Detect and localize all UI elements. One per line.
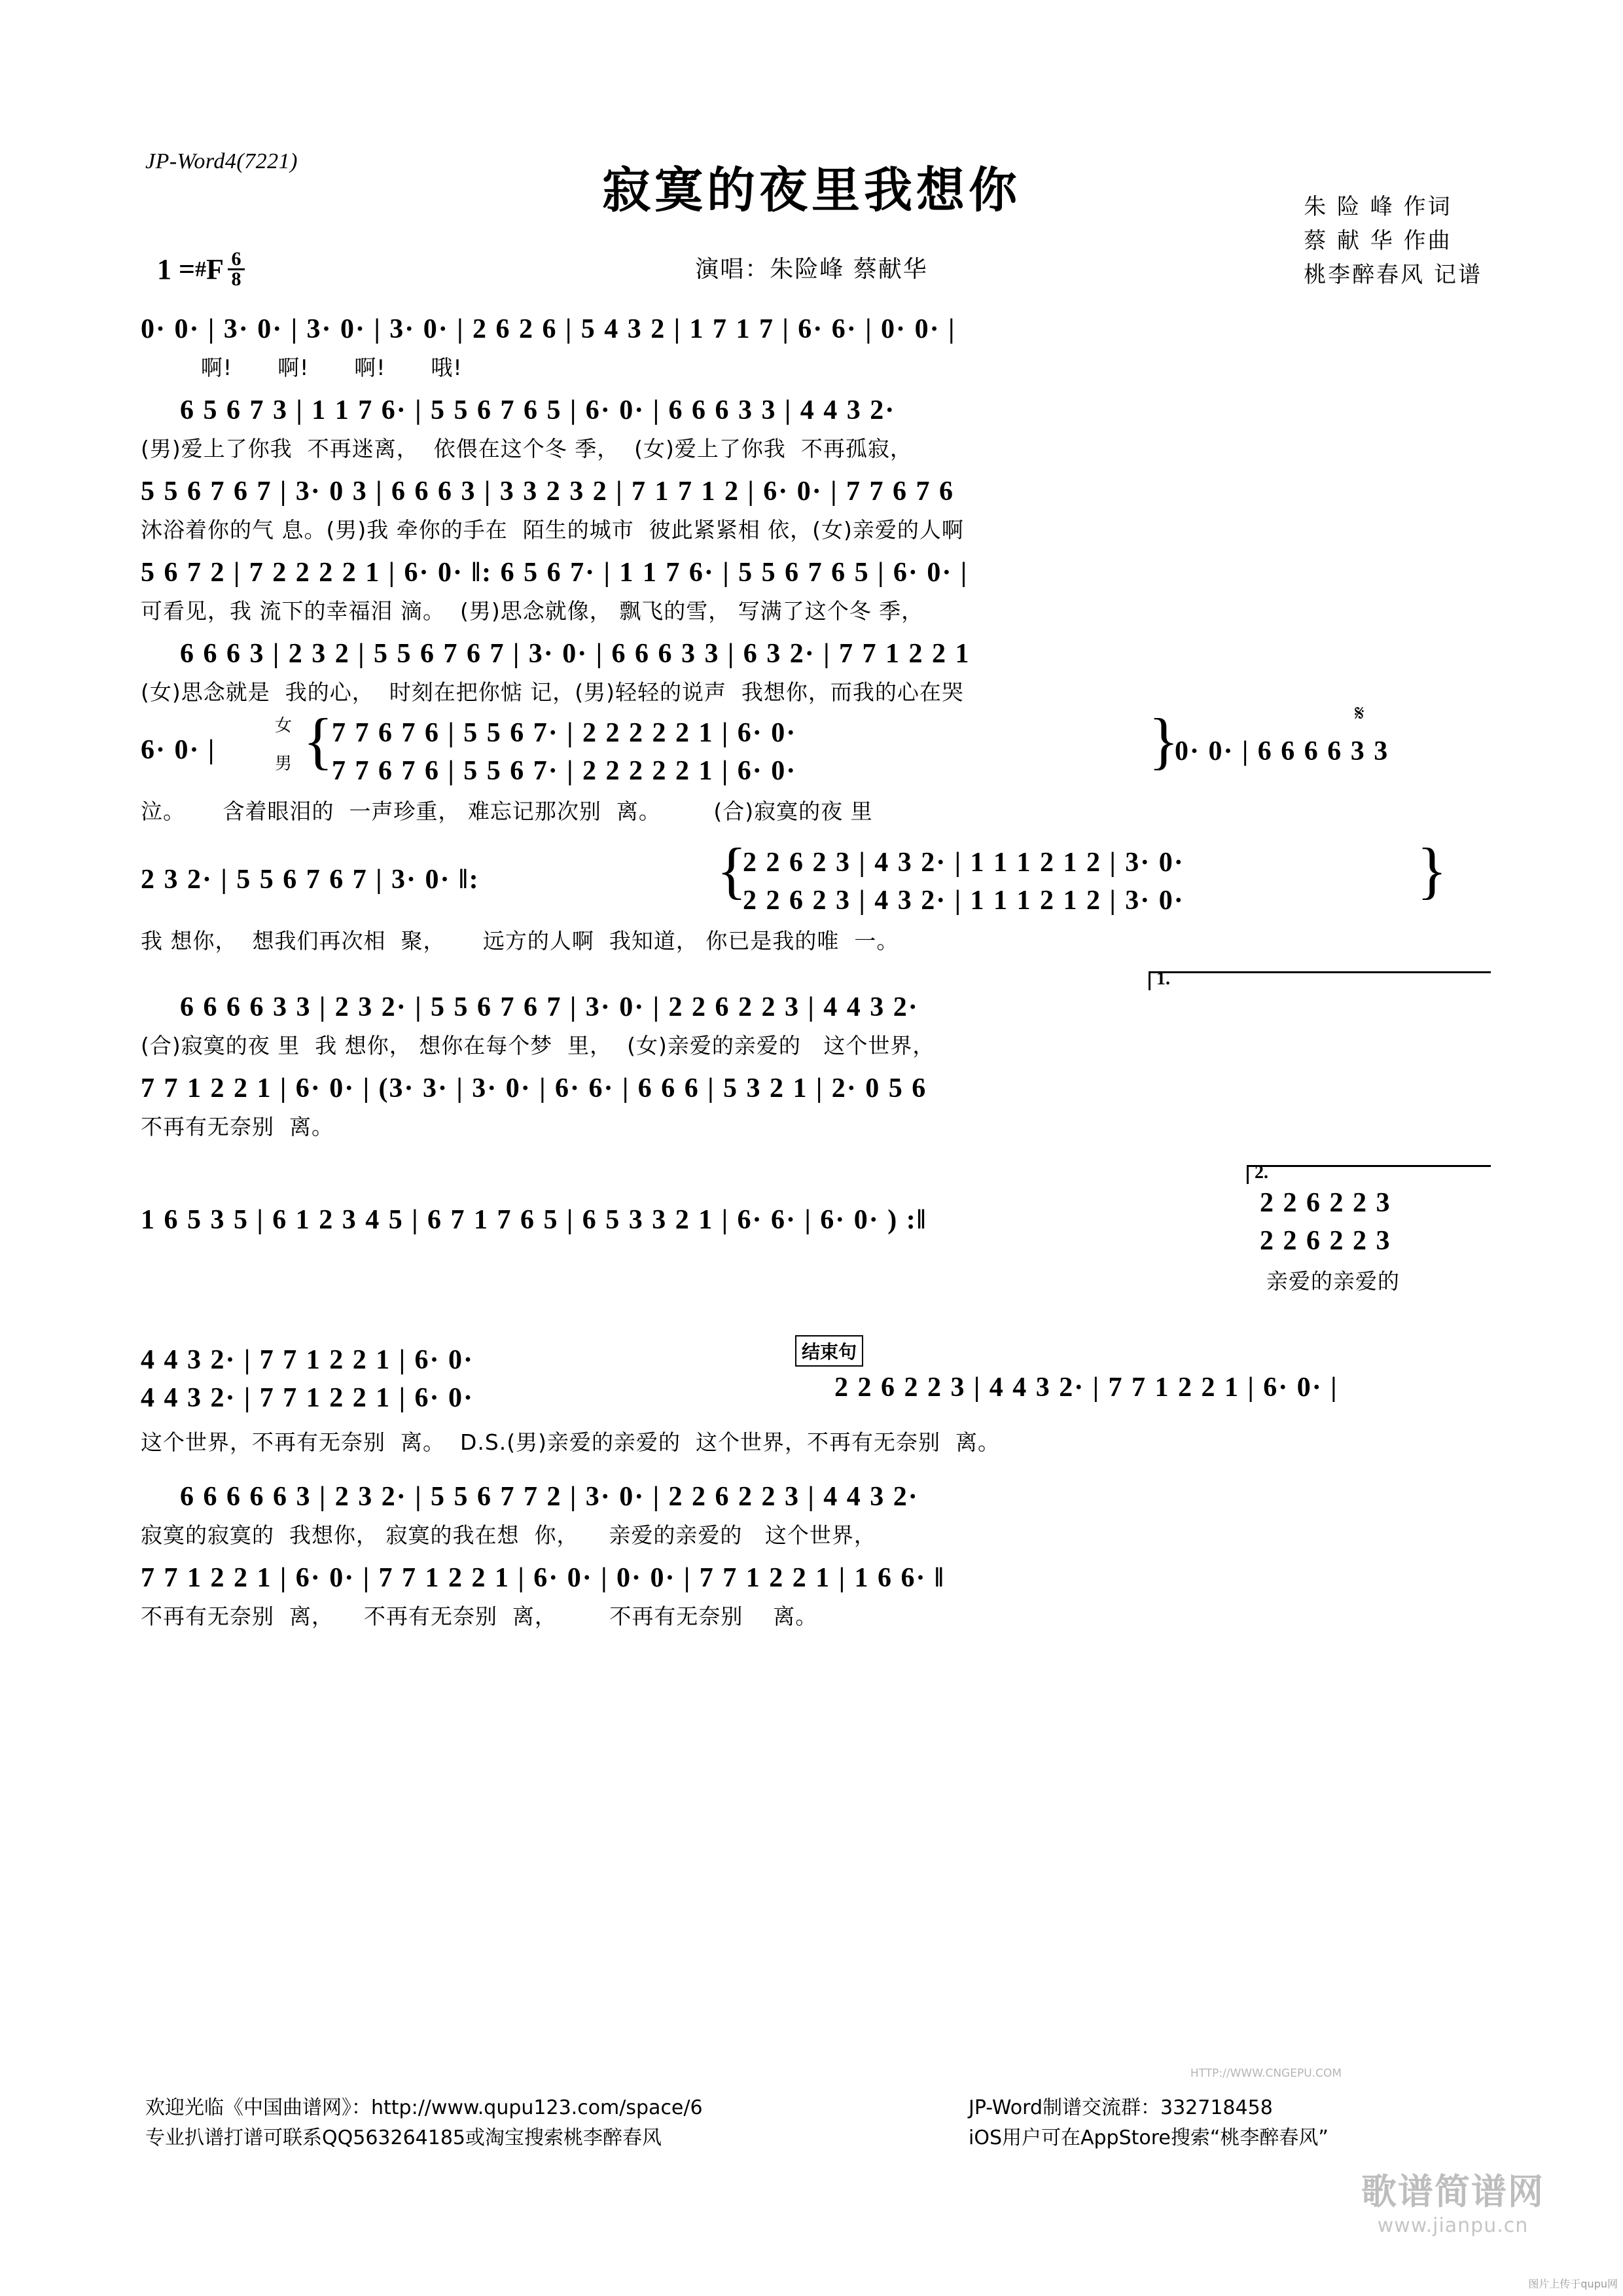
score-system-12 [141, 1475, 1486, 1552]
notation-row: 5 6 7 2 | 7 2 2 2 2 1 | 6· 0· ‖: 6 5 6 7· | 1 1 7 6· | 5 5 6 7 6 5 | 6· 0· | [141, 558, 969, 588]
role-label-male: 男 [275, 754, 293, 774]
first-ending-label: 1. [1156, 969, 1170, 989]
brace-close-icon: } [1149, 706, 1179, 776]
notation-suffix: 0· 0· | 6 6 6 6 3 3 [1175, 736, 1389, 766]
lyric-row: 不再有无奈别 离， 不再有无奈别 离， 不再有无奈别 离。 [141, 1604, 818, 1629]
notation-row: 6 6 6 6 3 3 | 2 3 2· | 5 5 6 7 6 7 | 3· 0· | 2 2 6 2 2 3 | 4 4 3 2· [180, 992, 919, 1022]
footer-app-line: iOS用户可在AppStore搜索“桃李醉春风” [969, 2126, 1329, 2149]
footer-left [145, 2093, 703, 2153]
footer-right [969, 2093, 1329, 2153]
notation-row-top: 7 7 6 7 6 | 5 5 6 7· | 2 2 2 2 2 1 | 6· 0· [332, 718, 797, 748]
notation-row-bottom: 2 2 6 2 3 | 4 3 2· | 1 1 1 2 1 2 | 3· 0· [743, 886, 1185, 916]
score-system-13 [141, 1556, 1486, 1634]
credits-block [1304, 190, 1482, 292]
document-id: JP-Word4(7221) [145, 149, 298, 173]
page-title: 寂寞的夜里我想你 [602, 162, 1021, 219]
key-prefix: 1 = [157, 253, 196, 285]
score-system-4 [141, 551, 1486, 628]
segno-icon: 𝄋 [1355, 702, 1364, 726]
lyric-row: 可看见，我 流下的幸福泪 滴。 (男)思念就像， 飘飞的雪， 写满了这个冬 季， [141, 598, 924, 624]
lyric-row: 我 想你， 想我们再次相 聚， 远方的人啊 我知道， 你已是我的唯 一。 [141, 928, 899, 954]
lyric-row: (男)爱上了你我 不再迷离， 依偎在这个冬 季， (女)爱上了你我 不再孤寂， [141, 436, 912, 461]
score-system-1 [141, 308, 1486, 385]
notation-row-top: 2 2 6 2 2 3 [1260, 1188, 1391, 1218]
score-system-9 [141, 1067, 1486, 1144]
lyric-row: 寂寞的寂寞的 我想你， 寂寞的我在想 你， 亲爱的亲爱的 这个世界， [141, 1522, 876, 1548]
notation-row-bottom: 2 2 6 2 2 3 [1260, 1226, 1391, 1256]
notation-row: 6 6 6 3 | 2 3 2 | 5 5 6 7 6 7 | 3· 0· | 6 6 6 3 3 | 6 3 2· | 7 7 1 2 2 1 [180, 639, 971, 669]
score-body [141, 308, 1486, 1638]
lyric-row: 泣。 含着眼泪的 一声珍重， 难忘记那次别 离。 (合)寂寞的夜 里 [141, 798, 873, 824]
singer-line: 演唱：朱险峰 蔡献华 [695, 256, 928, 283]
meter-numerator: 6 [231, 248, 241, 270]
watermark-main: 歌谱简谱网 [1361, 2171, 1544, 2212]
notation-prefix: 2 3 2· | 5 5 6 7 6 7 | 3· 0· ‖: [141, 865, 480, 895]
lyric-row: 沐浴着你的气 息。(男)我 牵你的手在 陌生的城市 彼此紧紧相 依，(女)亲爱的人啊 [141, 517, 964, 543]
second-ending-label: 2. [1255, 1162, 1268, 1183]
coda-section-label: 结束句 [795, 1335, 863, 1367]
notation-row: 6 5 6 7 3 | 1 1 7 6· | 5 5 6 7 6 5 | 6· 0· | 6 6 6 3 3 | 4 4 3 2· [180, 395, 896, 425]
score-system-10 [141, 1162, 1486, 1334]
notation-row-top: 2 2 6 2 3 | 4 3 2· | 1 1 1 2 1 2 | 3· 0· [743, 848, 1185, 878]
watermark-tiny-url: HTTP://WWW.CNGEPU.COM [1190, 2067, 1342, 2080]
brace-close-icon: } [1417, 835, 1448, 905]
footer-group-line: JP-Word制谱交流群：332718458 [969, 2096, 1273, 2119]
key-signature [157, 250, 245, 289]
sharp-icon: # [195, 257, 207, 281]
lyric-row: 这个世界，不再有无奈别 离。 D.S.(男)亲爱的亲爱的 这个世界，不再有无奈别 离。 [141, 1429, 1001, 1455]
brace-icon: { [303, 706, 334, 776]
score-system-3 [141, 470, 1486, 547]
score-system-8 [141, 971, 1486, 1063]
watermark-sub: www.jianpu.cn [1377, 2214, 1529, 2237]
notation-row: 6 6 6 6 6 3 | 2 3 2· | 5 5 6 7 7 2 | 3· 0· | 2 2 6 2 2 3 | 4 4 3 2· [180, 1482, 919, 1512]
lyric-row: (合)寂寞的夜 里 我 想你， 想你在每个梦 里， (女)亲爱的亲爱的 这个世界， [141, 1033, 935, 1058]
lyric-row: 不再有无奈别 离。 [141, 1114, 334, 1139]
notation-row: 7 7 1 2 2 1 | 6· 0· | (3· 3· | 3· 0· | 6· 6· | 6 6 6 | 5 3 2 1 | 2· 0 5 6 [141, 1073, 927, 1103]
notation-row: 1 6 5 3 5 | 6 1 2 3 4 5 | 6 7 1 7 6 5 | 6 5 3 3 2 1 | 6· 6· | 6· 0· ) :‖ [141, 1205, 927, 1235]
score-system-11 [141, 1340, 1486, 1471]
lyric-row: 啊! 啊! 啊! 哦! [141, 355, 463, 380]
lyric-row: (女)思念就是 我的心， 时刻在把你惦 记，(男)轻轻的说声 我想你，而我的心在哭 [141, 679, 964, 705]
notation-row-top: 4 4 3 2· | 7 7 1 2 2 1 | 6· 0· [141, 1345, 474, 1375]
notation-row: 0· 0· | 3· 0· | 3· 0· | 3· 0· | 2 6 2 6 | 5 4 3 2 | 1 7 1 7 | 6· 6· | 0· 0· | [141, 314, 956, 344]
credit-lyricist: 朱 险 峰 作词 [1304, 194, 1452, 220]
score-system-5 [141, 632, 1486, 709]
watermark [1361, 2164, 1544, 2237]
brace-icon: { [717, 835, 747, 905]
notation-row-bottom: 4 4 3 2· | 7 7 1 2 2 1 | 6· 0· [141, 1383, 474, 1413]
second-ending-bracket [1247, 1165, 1491, 1184]
role-label-female: 女 [275, 716, 293, 736]
key-letter: F [206, 253, 224, 285]
footer-contact-line: 专业扒谱打谱可联系QQ563264185或淘宝搜索桃李醉春风 [145, 2126, 662, 2149]
score-system-2 [141, 389, 1486, 466]
credit-composer: 蔡 献 华 作曲 [1304, 228, 1452, 254]
time-signature [228, 250, 245, 289]
credit-transcriber: 桃李醉春风 记谱 [1304, 262, 1482, 288]
notation-prefix: 6· 0· | [141, 735, 216, 765]
notation-row-bottom: 7 7 6 7 6 | 5 5 6 7· | 2 2 2 2 2 1 | 6· 0· [332, 756, 797, 786]
footer-site-line: 欢迎光临《中国曲谱网》：http://www.qupu123.com/space/6 [145, 2096, 703, 2119]
score-system-7 [141, 835, 1486, 967]
notation-row: 5 5 6 7 6 7 | 3· 0 3 | 6 6 6 3 | 3 3 2 3 2 | 7 1 7 1 2 | 6· 0· | 7 7 6 7 6 [141, 476, 955, 507]
first-ending-bracket [1149, 971, 1491, 990]
notation-row-coda: 2 2 6 2 2 3 | 4 4 3 2· | 7 7 1 2 2 1 | 6· 0· | [834, 1372, 1338, 1403]
watermark-tiny-note: 图片上传于qupu网 [1528, 2278, 1618, 2290]
lyric-row: 亲爱的亲爱的 [1266, 1268, 1400, 1294]
notation-row: 7 7 1 2 2 1 | 6· 0· | 7 7 1 2 2 1 | 6· 0· | 0· 0· | 7 7 1 2 2 1 | 1 6 6· ‖ [141, 1563, 945, 1593]
meter-denominator: 8 [231, 268, 241, 290]
score-system-6 [141, 702, 1486, 838]
